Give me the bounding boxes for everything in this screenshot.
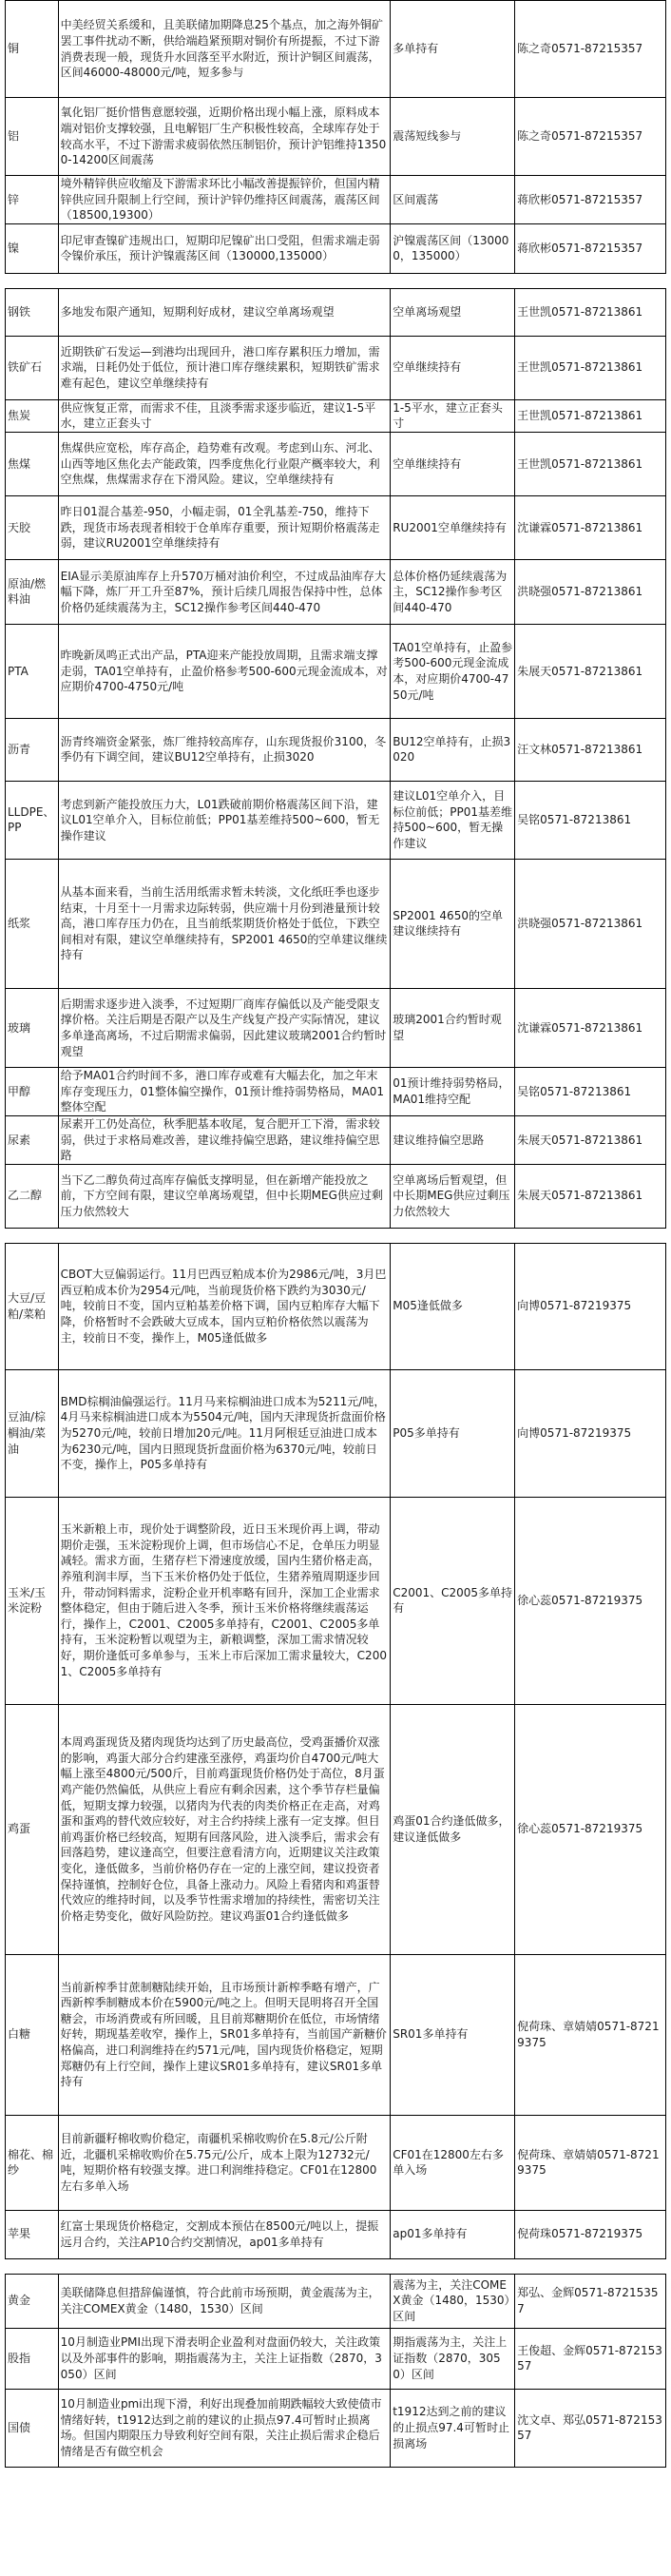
table-row <box>6 495 666 559</box>
analyst-contact: 王俊超、金辉0571-87215357 <box>515 2328 666 2389</box>
market-view: 境外精锌供应收缩及下游需求环比小幅改善提振锌价，但国内精锌供应回升限制上行空间，预计沪锌仍维持区间震荡，震荡区间（18500,19300） <box>58 176 391 224</box>
product-name: 原油/燃料油 <box>6 559 59 624</box>
market-view: 红富士果现货价格稳定，交割成本预估在8500元/吨以上，提振远月合约，关注AP10合约交割情况，ap01多单持有 <box>58 2210 391 2258</box>
analyst-contact: 陈之奇0571-87215357 <box>515 98 666 176</box>
product-name: 玉米/玉米淀粉 <box>6 1497 59 1704</box>
strategy: 建议L01空单介入，目标位前低；PP01基差维持500~600，暂无操作建议 <box>391 781 515 859</box>
table-row <box>6 1 666 98</box>
market-view: 尿素开工仍处高位，秋季肥基本收尾，复合肥开工下滑，需求较弱，供过于求格局难改善，建议维持偏空思路，建议维持偏空思路 <box>58 1115 391 1164</box>
product-name: 沥青 <box>6 718 59 781</box>
table-row <box>6 1164 666 1228</box>
strategy: 多单持有 <box>391 1 515 98</box>
market-view: 玉米新粮上市，现价处于调整阶段，近日玉米现价再上调，带动期价走强，玉米淀粉现价上调，但市场信心不足，仓单压力明显减轻。需求方面，生猪存栏下滑速度放缓，国内生猪价格走高，养殖利润丰厚，当下玉米价格仍处于低位，生猪养殖周期逐步回升，带动饲料需求，淀粉企业开机率略有回升，深加工企业需求整体稳定，但由于随后进入冬季，预计玉米价格将继续震荡运行，操作上，C2001、C2005多单持有，C2001、C2005多单持有，玉米淀粉暂以观望为主，新粮调整，深加工需求情况较好，期价逢低可多单参与，玉米上市后深加工需求量较大，C2001、C2005多单持有 <box>58 1497 391 1704</box>
product-name: 焦炭 <box>6 399 59 432</box>
table-row <box>6 2274 666 2328</box>
market-view: 氧化铝厂挺价惜售意愿较强，近期价格出现小幅上涨，原料成本端对铝价支撑较强，且电解铝厂生产积极性较高，全球库存处于较高水平，不过下游需求疲弱依然压制铝价，预计沪铝维持13500-14200区间震荡 <box>58 98 391 176</box>
market-view: 10月制造业pmi出现下滑，利好出现叠加前期跌幅较大致使债市情绪好转，t1912达到之前的建议的止损点97.4可暂时止损离场。但国内期限压力导致利好空间有限，关注止损后需求企稳后情绪是否有做空机会 <box>58 2389 391 2467</box>
market-view: EIA显示美原油库存上升570万桶对油价利空，不过成品油库存大幅下降，炼厂开工升至87%，预计后续几周报告保持中性，总体价格仍延续震荡为主，SC12操作参考区间440-470 <box>58 559 391 624</box>
analyst-contact: 洪晓强0571-87213861 <box>515 559 666 624</box>
product-name: PTA <box>6 624 59 718</box>
analyst-contact: 吴铭0571-87213861 <box>515 1067 666 1115</box>
product-name: 锌 <box>6 176 59 224</box>
analyst-contact: 朱展天0571-87213861 <box>515 624 666 718</box>
market-view: 昨日01混合基差-950，小幅走弱，01全乳基差-750，维持下跌，现货市场表现者相较于仓单库存重要，预计短期价格震荡走弱，建议RU2001空单继续持有 <box>58 495 391 559</box>
table-row <box>6 1243 666 1369</box>
strategy: BU12空单持有，止损3020 <box>391 718 515 781</box>
product-name: 苹果 <box>6 2210 59 2258</box>
table-row <box>6 399 666 432</box>
table-row <box>6 176 666 224</box>
product-name: 乙二醇 <box>6 1164 59 1228</box>
market-view: 给予MA01合约时间不多，港口库存或难有大幅去化，加之年末库存变现压力，01整体偏空操作，01预计维持弱势格局，MA01整体空配 <box>58 1067 391 1115</box>
strategy: 震荡为主，关注COMEX黄金（1480，1530）区间 <box>391 2274 515 2328</box>
table-row <box>6 859 666 988</box>
analyst-contact: 王世凯0571-87213861 <box>515 336 666 399</box>
table-row <box>6 2115 666 2210</box>
table-row <box>6 2328 666 2389</box>
strategy: 空单继续持有 <box>391 432 515 495</box>
strategy: 空单离场后暂观望，但中长期MEG供应过剩压力依然较大 <box>391 1164 515 1228</box>
analyst-contact: 蒋欣彬0571-87215357 <box>515 176 666 224</box>
strategy: 01预计维持弱势格局，MA01维持空配 <box>391 1067 515 1115</box>
strategy: 总体价格仍延续震荡为主，SC12操作参考区间440-470 <box>391 559 515 624</box>
table-row <box>6 1497 666 1704</box>
table-row <box>6 2389 666 2467</box>
analyst-contact: 沈文卓、郑弘0571-87215357 <box>515 2389 666 2467</box>
analyst-contact: 沈谦霖0571-87213861 <box>515 495 666 559</box>
strategy: 玻璃2001合约暂时观望 <box>391 988 515 1067</box>
morning-commodity-strategy-sheet <box>5 0 666 2468</box>
product-name: 鸡蛋 <box>6 1704 59 1954</box>
table-row <box>6 1704 666 1954</box>
table-row <box>6 2210 666 2258</box>
strategy: 区间震荡 <box>391 176 515 224</box>
analyst-contact: 蒋欣彬0571-87215357 <box>515 223 666 273</box>
product-name: 尿素 <box>6 1115 59 1164</box>
table-row <box>6 559 666 624</box>
market-view: 中美经贸关系缓和，且美联储加期降息25个基点，加之海外铜矿罢工事件扰动不断，供给端趋紧预期对铜价有所提振，不过下游消费表现一般，现货升水回落至平水附近，预计沪铜区间震荡，区间46000-48000元/吨，短多参与 <box>58 1 391 98</box>
strategy: SP2001 4650的空单建议继续持有 <box>391 859 515 988</box>
strategy: 震荡短线参与 <box>391 98 515 176</box>
product-name: 焦煤 <box>6 432 59 495</box>
table-row <box>6 718 666 781</box>
product-name: 纸浆 <box>6 859 59 988</box>
product-name: 大豆/豆粕/菜粕 <box>6 1243 59 1369</box>
market-view: 印尼审查镍矿违规出口，短期印尼镍矿出口受阻，但需求端走弱令镍价承压，预计沪镍震荡区间（130000,135000） <box>58 223 391 273</box>
analyst-contact: 吴铭0571-87213861 <box>515 781 666 859</box>
product-name: 天胶 <box>6 495 59 559</box>
market-view: 后期需求逐步进入淡季，不过短期厂商库存偏低以及产能受限支撑价格。关注后期是否限产以及生产线复产投产实际情况，建议多单逢高离场，不过后期需求偏弱，因此建议玻璃2001合约暂时观望 <box>58 988 391 1067</box>
market-view: 焦煤供应宽松，库存高企，趋势难有改观。考虑到山东、河北、山西等地区焦化去产能政策，四季度焦化行业限产概率较大，利空焦煤，焦煤需求存在下滑风险。建议，空单继续持有 <box>58 432 391 495</box>
analyst-contact: 徐心蕊0571-87219375 <box>515 1497 666 1704</box>
analyst-contact: 洪晓强0571-87213861 <box>515 859 666 988</box>
table-row <box>6 98 666 176</box>
market-view: 10月制造业PMI出现下滑表明企业盈利对盘面仍较大，关注政策以及外部事件的影响，期指震荡为主，关注上证指数（2870，3050）区间 <box>58 2328 391 2389</box>
table-row <box>6 223 666 273</box>
table-row <box>6 1954 666 2115</box>
analyst-contact: 王世凯0571-87213861 <box>515 399 666 432</box>
strategy: P05多单持有 <box>391 1369 515 1497</box>
strategy: TA01空单持有，止盈参考500-600元现金流成本，对应期价4700-4750元/吨 <box>391 624 515 718</box>
market-view: 供应恢复正常，而需求不佳，且淡季需求逐步临近，建议1-5平水，建立正套头寸 <box>58 399 391 432</box>
strategy: M05逢低做多 <box>391 1243 515 1369</box>
market-view: 多地发布限产通知，短期利好成材，建议空单离场观望 <box>58 288 391 336</box>
strategy: 期指震荡为主，关注上证指数（2870，3050）区间 <box>391 2328 515 2389</box>
analyst-contact: 向博0571-87219375 <box>515 1369 666 1497</box>
strategy-table <box>5 0 666 2468</box>
strategy: 1-5平水，建立正套头寸 <box>391 399 515 432</box>
market-view: 昨晚新凤鸣正式出产品，PTA迎来产能投放周期，且需求端支撑走弱，TA01空单持有，止盈价格参考500-600元现金流成本，对应期价4700-4750元/吨 <box>58 624 391 718</box>
strategy: 空单继续持有 <box>391 336 515 399</box>
product-name: 棉花、棉纱 <box>6 2115 59 2210</box>
market-view: 从基本面来看，当前生活用纸需求暂未转淡，文化纸旺季也逐步结束，十月至十一月需求边际转弱，供应端十月份到港量预计较高，港口库存压力仍在，且当前纸浆期货价格处于低位，下跌空间相对有限，建议空单继续持有，SP2001 4650的空单建议继续持有 <box>58 859 391 988</box>
product-name: 甲醇 <box>6 1067 59 1115</box>
analyst-contact: 郑弘、金辉0571-87215357 <box>515 2274 666 2328</box>
product-name: 股指 <box>6 2328 59 2389</box>
strategy: 空单离场观望 <box>391 288 515 336</box>
strategy: ap01多单持有 <box>391 2210 515 2258</box>
analyst-contact: 朱展天0571-87213861 <box>515 1115 666 1164</box>
analyst-contact: 朱展天0571-87213861 <box>515 1164 666 1228</box>
product-name: 镍 <box>6 223 59 273</box>
analyst-contact: 向博0571-87219375 <box>515 1243 666 1369</box>
market-view: 近期铁矿石发运—到港均出现回升，港口库存累积压力增加，需求端，日耗仍处于低位，预计港口库存继续累积，短期铁矿需求难有起色，建议空单继续持有 <box>58 336 391 399</box>
product-name: 铁矿石 <box>6 336 59 399</box>
analyst-contact: 陈之奇0571-87215357 <box>515 1 666 98</box>
analyst-contact: 倪荷珠0571-87219375 <box>515 2210 666 2258</box>
table-row <box>6 288 666 336</box>
strategy: 建议维持偏空思路 <box>391 1115 515 1164</box>
market-view: BMD棕榈油偏强运行。11月马来棕榈油进口成本为5211元/吨，4月马来棕榈油进口成本为5504元/吨，国内天津现货折盘面价格为5270元/吨，较前日增加20元/吨。11月阿根廷豆油进口成本为6230元/吨，国内日照现货折盘面价格为6370元/吨，较前日不变，操作上，P05多单持有 <box>58 1369 391 1497</box>
product-name: 玻璃 <box>6 988 59 1067</box>
market-view: 考虑到新产能投放压力大，L01跌破前期价格震荡区间下沿，建议L01空单介入，目标位前低；PP01基差维持500~600，暂无操作建议 <box>58 781 391 859</box>
analyst-contact: 汪文林0571-87213861 <box>515 718 666 781</box>
product-name: LLDPE、PP <box>6 781 59 859</box>
product-name: 白糖 <box>6 1954 59 2115</box>
market-view: 当下乙二醇负荷过高库存偏低支撑明显，但在新增产能投放之前，下方空间有限，建议空单离场观望，但中长期MEG供应过剩压力依然较大 <box>58 1164 391 1228</box>
market-view: 沥青终端资金紧张，炼厂维持较高库存，山东现货报价3100，冬季仍有下调空间，建议BU12空单持有，止损3020 <box>58 718 391 781</box>
table-row <box>6 1067 666 1115</box>
analyst-contact: 徐心蕊0571-87219375 <box>515 1704 666 1954</box>
market-view: 当前新榨季甘蔗制糖陆续开始，且市场预计新榨季略有增产，广西新榨季制糖成本价在5900元/吨之上。但明天昆明将召开全国糖会，市场消费或有所回暖，且目前郑糖期价在低位，市场情绪好转，期现基差收窄，操作上，SR01多单持有，当前国产新糖价格偏高，进口利润维持在约571元/吨，国内现货价格稳定，短期郑糖仍有上行空间，操作上建议SR01多单持有，建议SR01多单持有 <box>58 1954 391 2115</box>
market-view: CBOT大豆偏弱运行。11月巴西豆粕成本价为2986元/吨，3月巴西豆粕成本价为2954元/吨，当前现货价格下跌约为3030元/吨，较前日不变，国内豆粕基差价格下调，国内豆粕库存大幅下降，价格暂时不会跌破大豆成本，国内豆粕价格依然以震荡为主，较前日不变，操作上，M05逢低做多 <box>58 1243 391 1369</box>
analyst-contact: 倪荷珠、章婧婧0571-87219375 <box>515 2115 666 2210</box>
table-row <box>6 781 666 859</box>
table-row <box>6 1115 666 1164</box>
strategy: C2001、C2005多单持有 <box>391 1497 515 1704</box>
strategy: CF01在12800左右多单入场 <box>391 2115 515 2210</box>
analyst-contact: 沈谦霖0571-87213861 <box>515 988 666 1067</box>
product-name: 豆油/棕榈油/菜油 <box>6 1369 59 1497</box>
table-row <box>6 432 666 495</box>
section-gap <box>6 2258 666 2274</box>
strategy: 鸡蛋01合约逢低做多，建议逢低做多 <box>391 1704 515 1954</box>
section-gap <box>6 1228 666 1243</box>
product-name: 铜 <box>6 1 59 98</box>
analyst-contact: 王世凯0571-87213861 <box>515 432 666 495</box>
market-view: 美联储降息但措辞偏谨慎，符合此前市场预期，黄金震荡为主，关注COMEX黄金（1480，1530）区间 <box>58 2274 391 2328</box>
market-view: 目前新疆籽棉收购价稳定，南疆机采棉收购价在5.8元/公斤附近，北疆机采棉收购价在5.75元/公斤，成本上限为12732元/吨，短期价格有较强支撑。进口利润维持稳定。CF01在12800左右多单入场 <box>58 2115 391 2210</box>
analyst-contact: 王世凯0571-87213861 <box>515 288 666 336</box>
analyst-contact: 倪荷珠、章婧婧0571-87219375 <box>515 1954 666 2115</box>
table-row <box>6 1369 666 1497</box>
table-row <box>6 988 666 1067</box>
table-row <box>6 624 666 718</box>
product-name: 钢铁 <box>6 288 59 336</box>
strategy: SR01多单持有 <box>391 1954 515 2115</box>
product-name: 国债 <box>6 2389 59 2467</box>
section-gap <box>6 273 666 288</box>
product-name: 黄金 <box>6 2274 59 2328</box>
strategy: t1912达到之前的建议的止损点97.4可暂时止损离场 <box>391 2389 515 2467</box>
strategy: 沪镍震荡区间（130000，135000） <box>391 223 515 273</box>
strategy: RU2001空单继续持有 <box>391 495 515 559</box>
product-name: 铝 <box>6 98 59 176</box>
table-row <box>6 336 666 399</box>
market-view: 本周鸡蛋现货及猪肉现货均达到了历史最高位，受鸡蛋播价双涨的影响，鸡蛋大部分合约建涨至涨停，鸡蛋均价自4700元/吨大幅上涨至4800元/500斤，目前鸡蛋现货价格仍处于高位，8月蛋鸡产能仍然偏低，从供应上看应有剩余因素，这个季节存栏量偏低，短期支撑力较强，以猪肉为代表的肉类价格正在走高，对鸡蛋和蛋鸡的替代效应较好，对主合约持续上涨有一定支撑。但目前鸡蛋价格已经较高，短期有回落风险，进入淡季后，需求会有回落趋势，建议逢高空，但要注意看清方向，近期建议关注政策变化，逢低做多，当前价格仍存在一定的上涨空间，建议投资者保持谨慎，控制好仓位，具备上涨动力。风险上看猪肉和鸡蛋替代效应的维持时间，以及季节性需求增加的持续性，需密切关注价格走势变化，做好风险防控。建议鸡蛋01合约逢低做多 <box>58 1704 391 1954</box>
